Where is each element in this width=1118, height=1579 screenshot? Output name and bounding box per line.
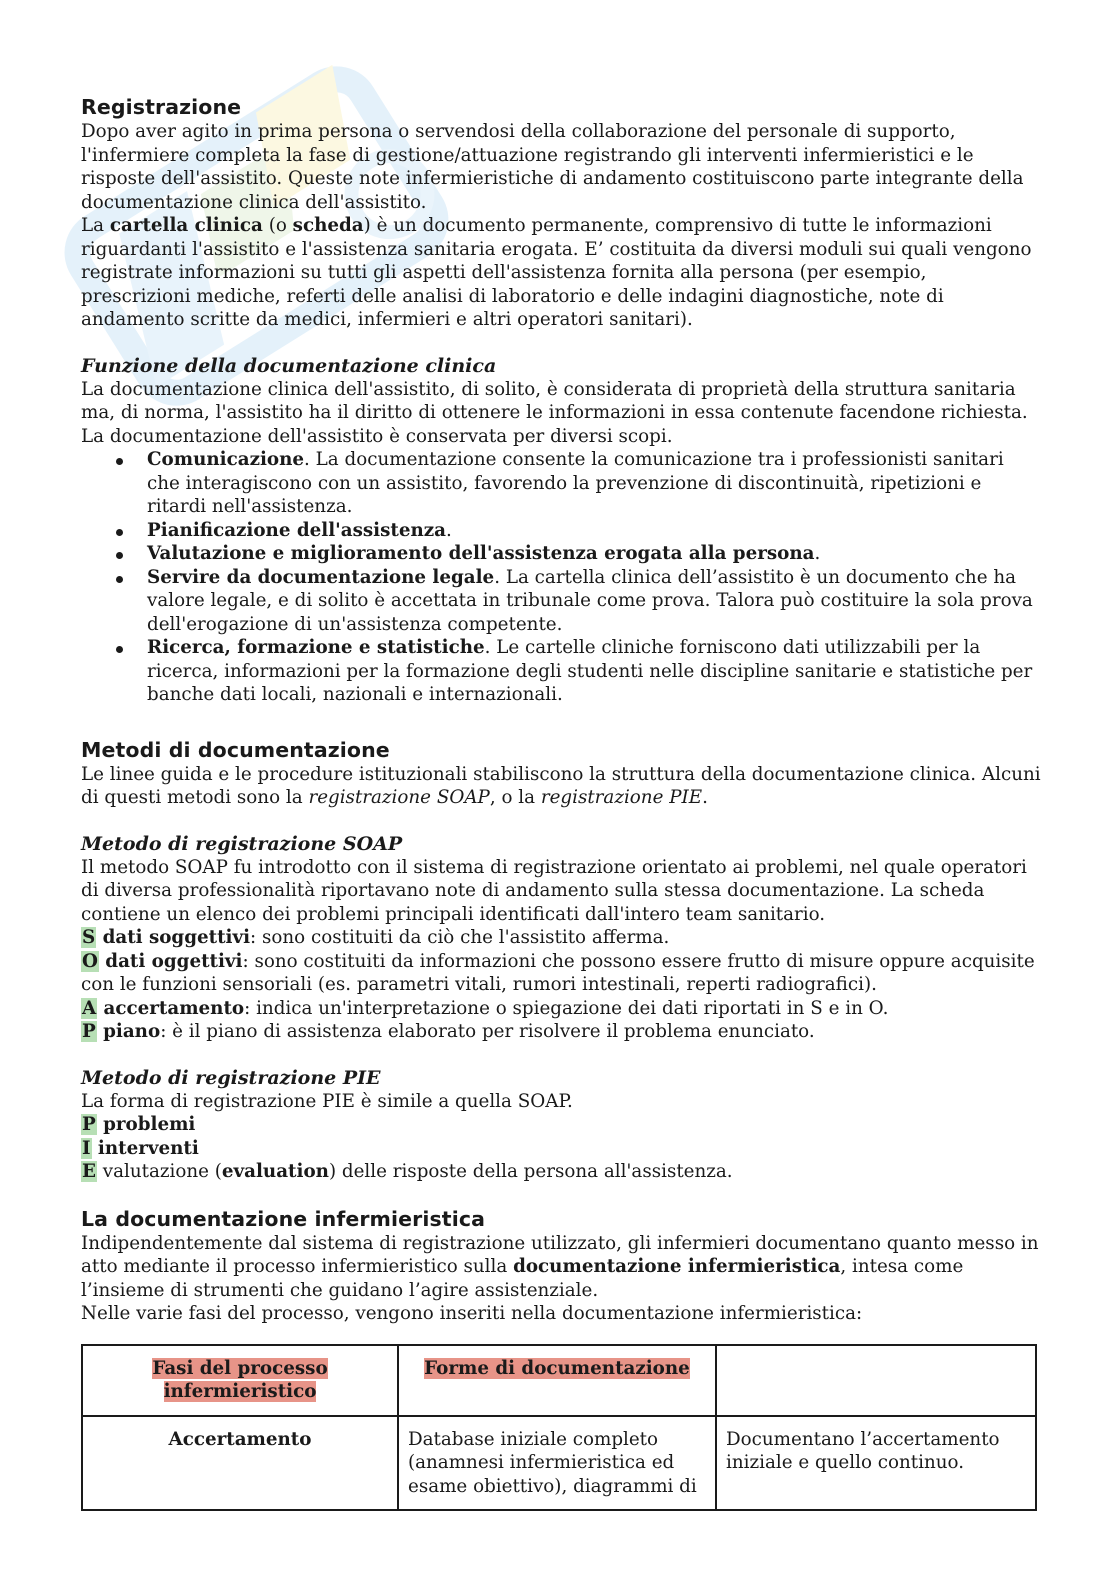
purposes-list bbox=[81, 448, 1041, 707]
subsection-title-pie: Metodo di registrazione PIE bbox=[81, 1066, 381, 1089]
documentazione-paragraph-2: Nelle varie fasi del processo, vengono inseriti nella documentazione infermieristica: bbox=[81, 1303, 863, 1324]
phases-table bbox=[81, 1344, 1037, 1512]
soap-paragraph: Il metodo SOAP fu introdotto con il sistema di registrazione orientato ai problemi, nel quale operatori di diversa professionalità riportavano note di andamento sulla stessa documentazione. La scheda contiene un elenco dei problemi principali identificati dall'intero team sanitario. bbox=[81, 856, 1027, 925]
subsection-title-soap: Metodo di registrazione SOAP bbox=[81, 832, 403, 855]
table-header-row bbox=[82, 1345, 1036, 1416]
list-item: Pianificazione dell'assistenza. bbox=[147, 519, 1041, 543]
soap-row-o: O dati oggettivi: sono costituiti da informazioni che possono essere frutto di misure oppure acquisite con le funzioni sensoriali (es. parametri vitali, rumori intestinali, reperti radiografici). bbox=[81, 950, 1035, 995]
table-row bbox=[82, 1416, 1036, 1511]
soap-row-a: A accertamento: indica un'interpretazione o spiegazione dei dati riportati in S e in O. bbox=[82, 997, 889, 1019]
funzione-paragraph: La documentazione clinica dell'assistito, di solito, è considerata di proprietà della struttura sanitaria ma, di norma, l'assistito ha il diritto di ottenere le informazioni in essa contenute facendone richiesta. La documentazione dell'assistito è conservata per diversi scopi. bbox=[81, 378, 1028, 447]
soap-row-s: S dati soggettivi: sono costituiti da ciò che l'assistito afferma. bbox=[82, 927, 670, 948]
section-title-metodi: Metodi di documentazione bbox=[81, 737, 390, 762]
section-title-documentazione: La documentazione infermieristica bbox=[81, 1206, 486, 1231]
document-page bbox=[81, 94, 1041, 1511]
soap-row-p: P piano: è il piano di assistenza elaborato per risolvere il problema enunciato. bbox=[82, 1021, 815, 1042]
cell-phase: Accertamento bbox=[82, 1416, 398, 1511]
list-item: Ricerca, formazione e statistiche. Le cartelle cliniche forniscono dati utilizzabili per la ricerca, informazioni per la formazione degli studenti nelle discipline sanitarie e statistiche per banche dati locali, nazionali e internazionali. bbox=[147, 636, 1041, 707]
registrazione-paragraph-1: Dopo aver agito in prima persona o servendosi della collaborazione del personale di supporto, l'infermiere completa la fase di gestione/attuazione registrando gli interventi infermieristici e le risposte dell'assistito. Queste note infermieristiche di andamento costituiscono parte integrante della documentazione clinica dell'assistito. bbox=[81, 121, 1024, 213]
header-cell-empty bbox=[716, 1345, 1036, 1416]
header-cell-forme: Forme di documentazione bbox=[398, 1345, 716, 1416]
header-cell-fasi: Fasi del processo infermieristico bbox=[82, 1345, 398, 1416]
cell-forms: Database iniziale completo (anamnesi infermieristica ed esame obiettivo), diagrammi di bbox=[398, 1416, 716, 1511]
cell-description: Documentano l’accertamento iniziale e quello continuo. bbox=[716, 1416, 1036, 1511]
metodi-paragraph: Le linee guida e le procedure istituzionali stabiliscono la struttura della documentazione clinica. Alcuni di questi metodi sono la registrazione SOAP, o la registrazione PIE. bbox=[81, 763, 1041, 808]
list-item: Servire da documentazione legale. La cartella clinica dell’assistito è un documento che ha valore legale, e di solito è accettata in tribunale come prova. Talora può costituire la sola prova dell'erogazione di un'assistenza competente. bbox=[147, 566, 1041, 637]
subsection-title-funzione: Funzione della documentazione clinica bbox=[81, 354, 497, 377]
list-item: Comunicazione. La documentazione consente la comunicazione tra i professionisti sanitari che interagiscono con un assistito, favorendo la prevenzione di discontinuità, ripetizioni e ritardi nell'assistenza. bbox=[147, 448, 1041, 519]
pie-paragraph: La forma di registrazione PIE è simile a quella SOAP. bbox=[81, 1090, 573, 1112]
documentazione-paragraph-1: Indipendentemente dal sistema di registrazione utilizzato, gli infermieri documentano quanto messo in atto mediante il processo infermieristico sulla documentazione infermieristica, intesa come l’insieme di strumenti che guidano l’agire assistenziale. bbox=[81, 1232, 1039, 1301]
pie-row-e: E valutazione (evaluation) delle risposte della persona all'assistenza. bbox=[82, 1161, 733, 1182]
list-item: Valutazione e miglioramento dell'assistenza erogata alla persona. bbox=[147, 542, 1041, 566]
pie-row-i: I interventi bbox=[82, 1137, 199, 1159]
registrazione-paragraph-2: La cartella clinica (o scheda) è un documento permanente, comprensivo di tutte le informazioni riguardanti l'assistito e l'assistenza sanitaria erogata. E’ costituita da diversi moduli sui quali vengono registrate informazioni su tutti gli aspetti dell'assistenza fornita alla persona (per esempio, prescrizioni mediche, referti delle analisi di laboratorio e delle indagini diagnostiche, note di andamento scritte da medici, infermieri e altri operatori sanitari). bbox=[81, 215, 1032, 330]
section-title-registrazione: Registrazione bbox=[81, 95, 242, 119]
pie-row-p: P problemi bbox=[82, 1114, 196, 1135]
